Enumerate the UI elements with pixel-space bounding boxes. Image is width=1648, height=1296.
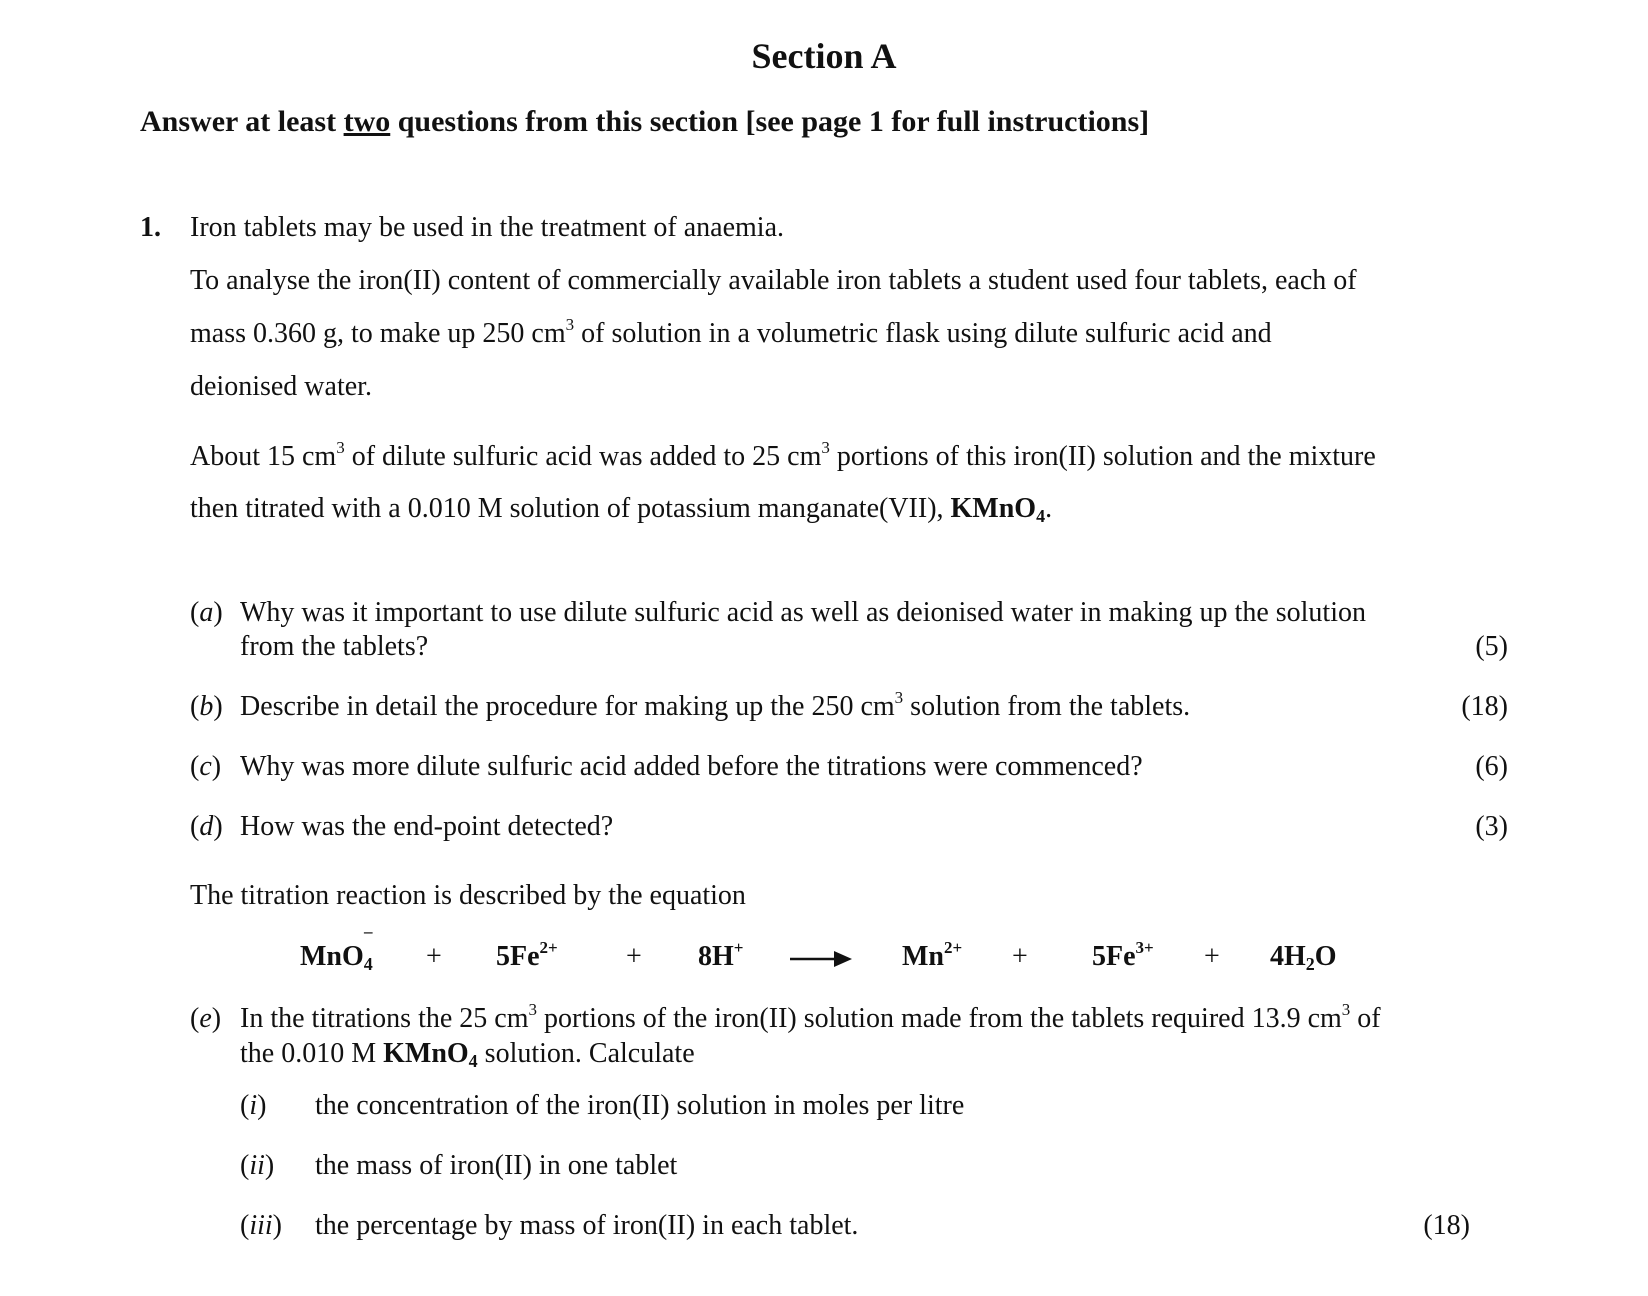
part-a-line1: Why was it important to use dilute sulfuric acid as well as deionised water in making up the solution bbox=[240, 597, 1366, 628]
subpart-iii-text: the percentage by mass of iron(II) in each tablet. bbox=[315, 1210, 859, 1241]
subpart-i-text: the concentration of the iron(II) solution in moles per litre bbox=[315, 1090, 965, 1121]
equation-term-h2o: $4H_2O$ bbox=[1270, 941, 1337, 974]
equation-plus-2: + bbox=[626, 941, 642, 972]
para1-line2: mass 0.360 g, to make up 250 $cm^3$ of solution in a volumetric flask using dilute sulfuric acid and bbox=[190, 315, 1272, 349]
equation-term-fe3: $5Fe^{3+}$ bbox=[1092, 938, 1154, 972]
para2-line2: then titrated with a 0.010 M solution of potassium manganate(VII), KMnO$_4$. bbox=[190, 493, 1053, 526]
equation-term-h: 8H+ bbox=[698, 938, 744, 972]
subpart-iii-label: (iii) bbox=[240, 1210, 282, 1241]
equation-plus-4: + bbox=[1204, 941, 1220, 972]
part-e-label: (e) bbox=[190, 1003, 222, 1034]
part-c-label: (c) bbox=[190, 751, 222, 782]
underlined-two: two bbox=[343, 105, 391, 138]
part-e-marks: (18) bbox=[1423, 1210, 1470, 1241]
subpart-ii-label: (ii) bbox=[240, 1150, 275, 1181]
equation-plus-3: + bbox=[1012, 941, 1028, 972]
part-a-label: (a) bbox=[190, 597, 223, 628]
question-number: 1. bbox=[140, 212, 161, 243]
equation-intro: The titration reaction is described by the equation bbox=[190, 880, 746, 911]
section-instruction: Answer at least two questions from this section [see page 1 for full instructions] bbox=[140, 105, 1150, 138]
subpart-i-label: (i) bbox=[240, 1090, 267, 1121]
part-a-line2: from the tablets? bbox=[240, 631, 429, 662]
part-b-marks: (18) bbox=[1461, 691, 1508, 722]
equation-plus-1: + bbox=[426, 941, 442, 972]
para1-line3: deionised water. bbox=[190, 371, 372, 402]
para1-line1: To analyse the iron(II) content of commercially available iron tablets a student used four tablets, each of bbox=[190, 265, 1357, 296]
equation-term-mno4: MnO$_4$ – bbox=[300, 922, 373, 974]
question-intro: Iron tablets may be used in the treatment of anaemia. bbox=[190, 212, 785, 243]
part-c-text: Why was more dilute sulfuric acid added before the titrations were commenced? bbox=[240, 751, 1143, 782]
section-title: Section A bbox=[751, 36, 897, 76]
part-d-marks: (3) bbox=[1475, 811, 1508, 842]
part-b-label: (b) bbox=[190, 691, 223, 722]
part-e-line2: the 0.010 M KMnO$_4$ solution. Calculate bbox=[240, 1038, 695, 1071]
part-d-label: (d) bbox=[190, 811, 223, 842]
part-b-text: Describe in detail the procedure for making up the 250 $cm^3$ solution from the tablets. bbox=[240, 688, 1191, 722]
reaction-arrow-icon bbox=[790, 949, 852, 969]
equation-term-fe2: $5Fe^{2+}$ bbox=[496, 938, 558, 972]
part-a-marks: (5) bbox=[1475, 631, 1508, 662]
part-c-marks: (6) bbox=[1475, 751, 1508, 782]
subpart-ii-text: the mass of iron(II) in one tablet bbox=[315, 1150, 678, 1181]
part-d-text: How was the end-point detected? bbox=[240, 811, 614, 842]
part-e-line1: In the titrations the 25 $cm^3$ portions of the iron(II) solution made from the tablets required 13.9 $cm^3$ of bbox=[240, 1000, 1381, 1034]
para2-line1: About 15 $cm^3$ of dilute sulfuric acid was added to 25 $cm^3$ portions of this iron(II) solution and the mixture bbox=[190, 438, 1376, 472]
equation-term-mn2: $Mn^{2+}$ bbox=[902, 938, 963, 972]
